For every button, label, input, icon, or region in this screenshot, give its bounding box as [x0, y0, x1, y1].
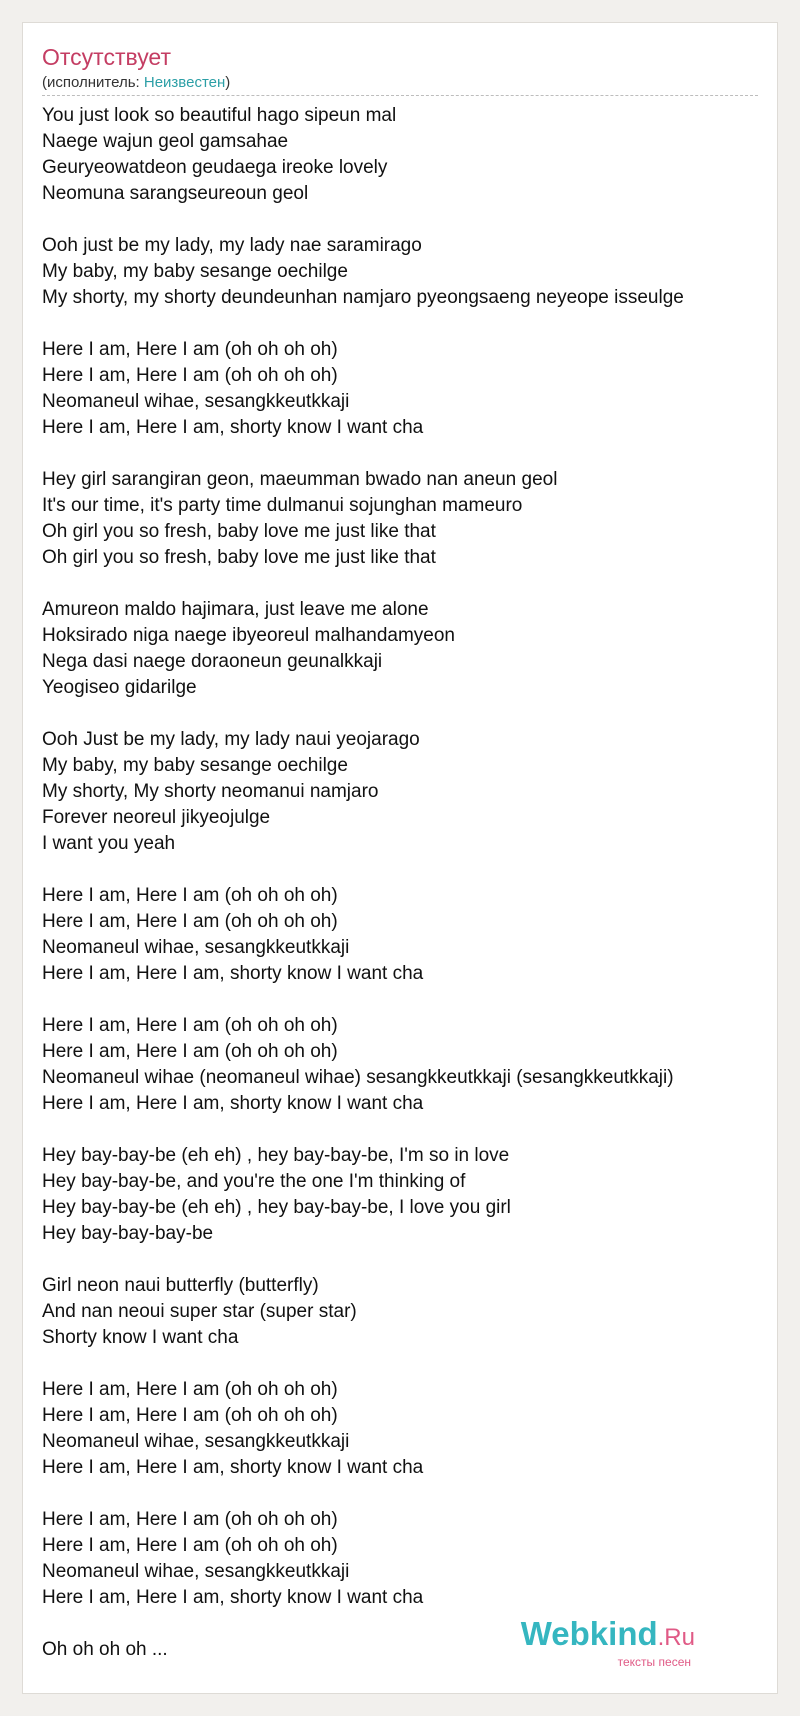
lyrics-line: Here I am, Here I am (oh oh oh oh) — [42, 1509, 338, 1530]
lyrics-line: Here I am, Here I am (oh oh oh oh) — [42, 1405, 338, 1426]
lyrics-line: Here I am, Here I am (oh oh oh oh) — [42, 1535, 338, 1556]
lyrics-line: Neomaneul wihae, sesangkkeutkkaji — [42, 1561, 350, 1582]
lyrics-line: Hey girl sarangiran geon, maeumman bwado nan aneun geol — [42, 469, 558, 490]
lyrics-line: Oh girl you so fresh, baby love me just like that — [42, 521, 436, 542]
lyrics-card — [22, 22, 778, 1694]
lyrics-line: Here I am, Here I am, shorty know I want cha — [42, 963, 424, 984]
lyrics-line: Neomaneul wihae, sesangkkeutkkaji — [42, 937, 350, 958]
lyrics-line: You just look so beautiful hago sipeun mal — [42, 105, 397, 126]
lyrics-stanza — [42, 1013, 762, 1117]
lyrics-line: My baby, my baby sesange oechilge — [42, 261, 348, 282]
lyrics-line: Amureon maldo hajimara, just leave me alone — [42, 599, 429, 620]
song-title: Отсутствует — [42, 44, 171, 70]
lyrics-line: Yeogiseo gidarilge — [42, 677, 197, 698]
lyrics-line: Here I am, Here I am (oh oh oh oh) — [42, 1379, 338, 1400]
artist-prefix: (исполнитель: — [42, 74, 144, 91]
lyrics-line: Hey bay-bay-be, and you're the one I'm thinking of — [42, 1171, 466, 1192]
logo-tagline: тексты песен — [617, 1655, 691, 1669]
lyrics-line: Naege wajun geol gamsahae — [42, 131, 289, 152]
song-header — [42, 42, 758, 92]
lyrics-line: Hoksirado niga naege ibyeoreul malhandamyeon — [42, 625, 455, 646]
lyrics-stanza — [42, 1273, 762, 1351]
lyrics-line: Here I am, Here I am (oh oh oh oh) — [42, 1015, 338, 1036]
logo-tld: .Ru — [657, 1624, 695, 1651]
lyrics-line: Shorty know I want cha — [42, 1327, 239, 1348]
lyrics-stanza — [42, 1143, 762, 1247]
lyrics-line: Forever neoreul jikyeojulge — [42, 807, 271, 828]
lyrics-line: Here I am, Here I am, shorty know I want cha — [42, 1587, 424, 1608]
artist-line — [42, 74, 758, 92]
lyrics-line: Here I am, Here I am, shorty know I want cha — [42, 1093, 424, 1114]
lyrics-line: My shorty, my shorty deundeunhan namjaro pyeongsaeng neyeope isseulge — [42, 287, 684, 308]
lyrics-line: Neomaneul wihae, sesangkkeutkkaji — [42, 1431, 350, 1452]
lyrics-line: Here I am, Here I am (oh oh oh oh) — [42, 365, 338, 386]
lyrics-line: Oh girl you so fresh, baby love me just like that — [42, 547, 436, 568]
lyrics-stanza — [42, 233, 762, 311]
lyrics-line: My baby, my baby sesange oechilge — [42, 755, 348, 776]
lyrics-line: Geuryeowatdeon geudaega ireoke lovely — [42, 157, 388, 178]
lyrics-line: Ooh Just be my lady, my lady naui yeojarago — [42, 729, 420, 750]
lyrics-stanza — [42, 103, 762, 207]
lyrics-line: Ooh just be my lady, my lady nae saramirago — [42, 235, 422, 256]
lyrics-stanza — [42, 597, 762, 701]
lyrics-line: Here I am, Here I am, shorty know I want cha — [42, 417, 424, 438]
lyrics-stanza — [42, 883, 762, 987]
site-logo[interactable] — [521, 1617, 695, 1655]
lyrics-stanza — [42, 467, 762, 571]
lyrics-line: Nega dasi naege doraoneun geunalkkaji — [42, 651, 383, 672]
lyrics-stanza — [42, 1377, 762, 1481]
header-divider — [42, 95, 758, 96]
lyrics-line: My shorty, My shorty neomanui namjaro — [42, 781, 379, 802]
lyrics-line: Here I am, Here I am, shorty know I want cha — [42, 1457, 424, 1478]
lyrics-line: Neomuna sarangseureoun geol — [42, 183, 309, 204]
lyrics-stanza — [42, 1507, 762, 1611]
lyrics-stanza — [42, 727, 762, 857]
lyrics-line: And nan neoui super star (super star) — [42, 1301, 357, 1322]
lyrics-line: Hey bay-bay-be (eh eh) , hey bay-bay-be, I'm so in love — [42, 1145, 510, 1166]
lyrics-line: Oh oh oh oh ... — [42, 1639, 168, 1660]
lyrics-text — [42, 103, 762, 1689]
lyrics-line: Girl neon naui butterfly (butterfly) — [42, 1275, 319, 1296]
lyrics-line: Here I am, Here I am (oh oh oh oh) — [42, 885, 338, 906]
lyrics-line: Neomaneul wihae (neomaneul wihae) sesangkkeutkkaji (sesangkkeutkkaji) — [42, 1067, 674, 1088]
artist-link[interactable]: Неизвестен — [143, 74, 226, 91]
lyrics-line: I want you yeah — [42, 833, 176, 854]
lyrics-line: Here I am, Here I am (oh oh oh oh) — [42, 339, 338, 360]
lyrics-stanza — [42, 337, 762, 441]
logo-main: Webkind — [520, 1615, 658, 1652]
lyrics-line: Here I am, Here I am (oh oh oh oh) — [42, 911, 338, 932]
lyrics-line: Hey bay-bay-be (eh eh) , hey bay-bay-be, I love you girl — [42, 1197, 511, 1218]
lyrics-line: Hey bay-bay-bay-be — [42, 1223, 214, 1244]
lyrics-line: Here I am, Here I am (oh oh oh oh) — [42, 1041, 338, 1062]
lyrics-line: It's our time, it's party time dulmanui sojunghan mameuro — [42, 495, 523, 516]
artist-suffix: ) — [225, 74, 231, 91]
lyrics-line: Neomaneul wihae, sesangkkeutkkaji — [42, 391, 350, 412]
